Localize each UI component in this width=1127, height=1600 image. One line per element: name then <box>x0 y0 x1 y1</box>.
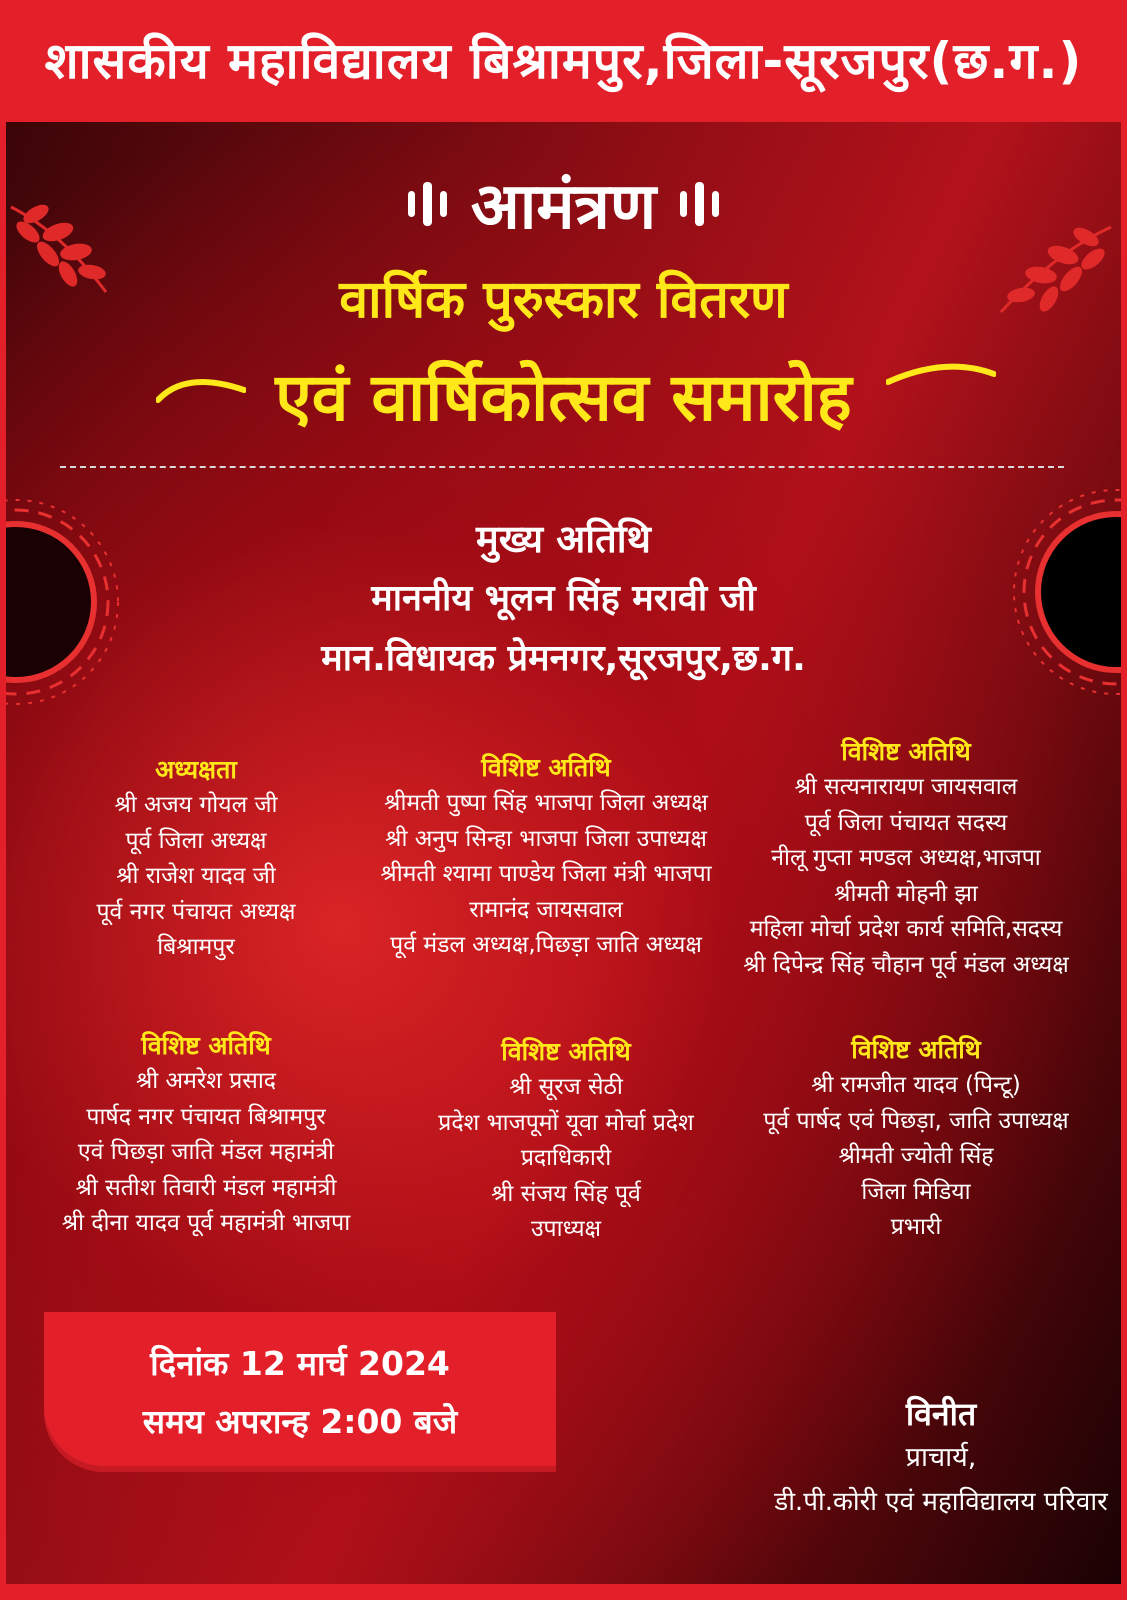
guest-line: श्रीमती मोहनी झा <box>834 880 978 907</box>
guest-line: श्री दिपेन्द्र सिंह चौहान पूर्व मंडल अध्यक्ष <box>743 951 1069 978</box>
invitation-word: आमंत्रण <box>470 170 657 244</box>
guest-line: पार्षद नगर पंचायत बिश्रामपुर <box>86 1103 326 1130</box>
signoff-role: प्राचार्य, <box>905 1442 977 1473</box>
guest-line: नीलू गुप्ता मण्डल अध्यक्ष,भाजपा <box>771 845 1041 871</box>
signoff-from: डी.पी.कोरी एवं महाविद्यालय परिवार <box>774 1487 1108 1517</box>
guest-line: पूर्व जिला पंचायत सदस्य <box>804 809 1008 836</box>
guest-line: श्री अजय गोयल जी <box>114 792 278 818</box>
college-name: शासकीय महाविद्यालय बिश्रामपुर,जिला-सूरजपुर(छ.ग.) <box>44 32 1083 90</box>
bars-right-icon <box>680 182 719 226</box>
guest-line: श्री राजेश यादव जी <box>116 863 276 889</box>
guest-heading: विशिष्ट अतिथि <box>841 737 971 766</box>
guest-line: रामानंद जायसवाल <box>469 896 623 923</box>
guest-line: प्रभारी <box>890 1214 942 1240</box>
signoff <box>766 1392 1116 1524</box>
guest-line: पूर्व पार्षद एवं पिछड़ा, जाति उपाध्यक्ष <box>763 1107 1069 1134</box>
guest-heading: विशिष्ट अतिथि <box>851 1035 981 1064</box>
event-title-line2: एवं वार्षिकोत्सव समारोह <box>275 359 852 436</box>
guest-line: बिश्रामपुर <box>157 934 235 960</box>
guest-line: प्रदाधिकारी <box>520 1145 612 1171</box>
event-date: दिनांक 12 मार्च 2024 <box>150 1344 450 1383</box>
guest-block-special-1 <box>346 750 746 964</box>
guest-block-presidency <box>46 752 346 966</box>
guest-heading: विशिष्ट अतिथि <box>481 753 611 782</box>
guest-line: पूर्व नगर पंचायत अध्यक्ष <box>96 898 296 925</box>
guest-block-special-2 <box>731 734 1081 983</box>
invitation-heading <box>6 160 1121 247</box>
guest-line: उपाध्यक्ष <box>530 1216 602 1242</box>
guest-heading: विशिष्ट अतिथि <box>141 1031 271 1060</box>
guest-line: पूर्व जिला अध्यक्ष <box>125 827 267 854</box>
guest-line: श्री रामजीत यादव (पिन्टू) <box>811 1072 1021 1098</box>
guest-line: श्री संजय सिंह पूर्व <box>491 1180 641 1207</box>
guest-line: श्रीमती पुष्पा सिंह भाजपा जिला अध्यक्ष <box>384 790 708 816</box>
guest-line: श्री सत्यनारायण जायसवाल <box>794 774 1018 800</box>
guest-line: जिला मिडिया <box>861 1178 971 1205</box>
event-datetime-box <box>44 1312 556 1472</box>
signoff-greeting: विनीत <box>905 1395 977 1433</box>
guest-line: महिला मोर्चा प्रदेश कार्य समिति,सदस्य <box>749 916 1063 942</box>
guest-block-special-5 <box>746 1032 1086 1246</box>
guest-line: श्री दीना यादव पूर्व महामंत्री भाजपा <box>61 1210 351 1236</box>
guest-line: पूर्व मंडल अध्यक्ष,पिछड़ा जाति अध्यक्ष <box>390 932 702 958</box>
chief-guest-designation: मान.विधायक प्रेमनगर,सूरजपुर,छ.ग. <box>321 638 806 679</box>
guest-line: श्रीमती ज्योती सिंह <box>838 1143 994 1169</box>
chief-guest-name: माननीय भूलन सिंह मरावी जी <box>371 578 756 619</box>
bars-left-icon <box>408 182 447 226</box>
event-title-line1: वार्षिक पुरुस्कार वितरण <box>339 270 788 330</box>
event-time: समय अपरान्ह 2:00 बजे <box>142 1402 458 1441</box>
guest-block-special-3 <box>46 1028 366 1242</box>
guest-line: श्रीमती श्यामा पाण्डेय जिला मंत्री भाजपा <box>380 861 712 887</box>
divider <box>60 466 1064 468</box>
guest-block-special-4 <box>406 1034 726 1248</box>
guest-line: प्रदेश भाजपूमों यूवा मोर्चा प्रदेश <box>438 1109 694 1136</box>
guest-line: एवं पिछड़ा जाति मंडल महामंत्री <box>77 1139 335 1165</box>
chief-guest-heading: मुख्य अतिथि <box>476 517 651 561</box>
guest-line: श्री सूरज सेठी <box>509 1074 623 1100</box>
header-banner <box>0 0 1127 118</box>
guest-line: श्री अनुप सिन्हा भाजपा जिला उपाध्यक्ष <box>385 825 707 852</box>
invitation-card <box>6 122 1121 1584</box>
guest-line: श्री सतीश तिवारी मंडल महामंत्री <box>75 1174 337 1201</box>
guest-heading: अध्यक्षता <box>155 755 237 784</box>
guest-heading: विशिष्ट अतिथि <box>501 1037 631 1066</box>
guest-line: श्री अमरेश प्रसाद <box>135 1068 277 1094</box>
